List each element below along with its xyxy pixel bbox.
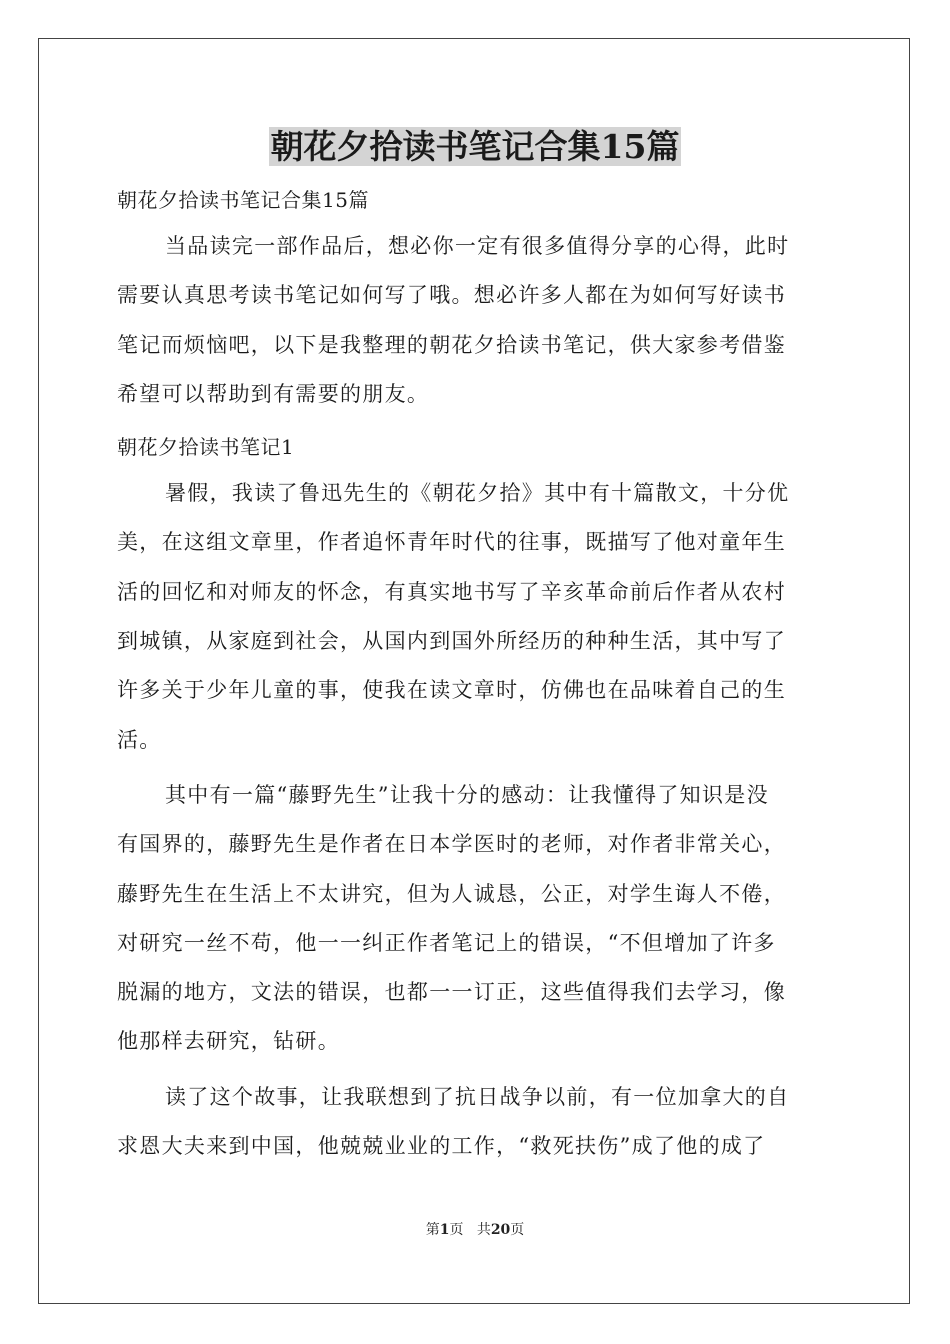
- paragraph-line: 藤野先生在生活上不太讲究，但为人诚恳，公正，对学生诲人不倦，: [117, 881, 786, 906]
- total-prefix: 共: [476, 1222, 491, 1238]
- paragraph-1: [117, 469, 833, 765]
- intro-paragraph: [117, 222, 833, 419]
- paragraph-line: 活。: [117, 727, 162, 752]
- paragraph-line: 读了这个故事，让我联想到了抗日战争以前，有一位加拿大的自: [165, 1084, 790, 1109]
- document-body: [117, 178, 833, 1177]
- paragraph-line: 求恩大夫来到中国，他兢兢业业的工作，“救死扶伤”成了他的成了: [117, 1134, 766, 1159]
- paragraph-line: 需要认真思考读书笔记如何写了哦。想必许多人都在为如何写好读书: [117, 283, 786, 308]
- paragraph-2: [117, 771, 833, 1067]
- page-total: 20: [490, 1222, 511, 1238]
- page-current: 1: [439, 1222, 450, 1238]
- section-heading: 朝花夕拾读书笔记1: [117, 435, 295, 460]
- paragraph-line: 活的回忆和对师友的怀念，有真实地书写了辛亥革命前后作者从农村: [117, 579, 786, 604]
- document-title-text: 朝花夕拾读书笔记合集15篇: [270, 127, 680, 166]
- document-title: [0, 124, 950, 170]
- paragraph-line: 对研究一丝不苟，他一一纠正作者笔记上的错误，“不但增加了许多: [117, 930, 776, 955]
- paragraph-line: 脱漏的地方，文法的错误，也都一一订正，这些值得我们去学习，像: [117, 980, 786, 1005]
- paragraph-3: [117, 1073, 833, 1172]
- page-unit: 页: [449, 1222, 464, 1238]
- paragraph-line: 暑假，我读了鲁迅先生的《朝花夕拾》其中有十篇散文，十分优: [165, 481, 790, 506]
- paragraph-line: 许多关于少年儿童的事，使我在读文章时，仿佛也在品味着自己的生: [117, 678, 786, 703]
- paragraph-line: 美，在这组文章里，作者追怀青年时代的往事，既描写了他对童年生: [117, 530, 786, 555]
- paragraph-line: 当品读完一部作品后，想必你一定有很多值得分享的心得，此时: [165, 234, 790, 258]
- total-unit: 页: [510, 1222, 525, 1238]
- paragraph-line: 希望可以帮助到有需要的朋友。: [117, 381, 430, 406]
- paragraph-line: 其中有一篇“藤野先生”让我十分的感动：让我懂得了知识是没: [165, 782, 769, 807]
- paragraph-line: 他那样去研究，钻研。: [117, 1029, 340, 1054]
- page-prefix: 第: [425, 1222, 440, 1238]
- paragraph-line: 到城镇，从家庭到社会，从国内到国外所经历的种种生活，其中写了: [117, 629, 786, 654]
- paragraph-line: 有国界的，藤野先生是作者在日本学医时的老师，对作者非常关心，: [117, 832, 786, 857]
- paragraph-line: 笔记而烦恼吧，以下是我整理的朝花夕拾读书笔记，供大家参考借鉴: [117, 332, 786, 357]
- document-subtitle: 朝花夕拾读书笔记合集15篇: [117, 188, 369, 212]
- page-footer: [0, 1220, 950, 1240]
